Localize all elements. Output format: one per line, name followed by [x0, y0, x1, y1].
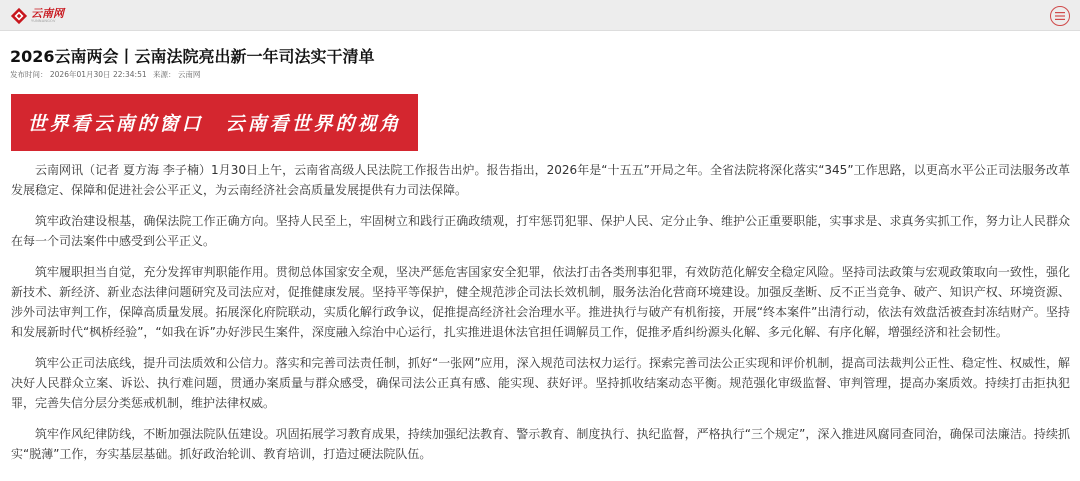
article-meta [10, 69, 204, 80]
article-paragraph: 筑牢政治建设根基，确保法院工作正确方向。坚持人民至上，牢固树立和践行正确政绩观，打牢惩罚犯罪、保护人民、定分止争、维护公正重要职能，实事求是、求真务实抓工作，努力让人民群众在每一个司法案件中感受到公平正义。 [11, 214, 1070, 248]
article-body [11, 160, 1070, 475]
menu-button[interactable] [1050, 6, 1070, 26]
article-paragraph: 筑牢履职担当自觉，充分发挥审判职能作用。贯彻总体国家安全观，坚决严惩危害国家安全犯罪，依法打击各类刑事犯罪，有效防范化解安全稳定风险。坚持司法政策与宏观政策取向一致性，强化新技术、新经济、新业态法律问题研究及司法应对，促推健康发展。坚持平等保护，健全规范涉企司法长效机制，服务法治化营商环境建设。加强反垄断、反不正当竞争、破产、知识产权、环境资源、涉外司法审判工作，保障高质量发展。拓展深化府院联动，实质化解行政争议，促推提高经济社会治理水平。推进执行与破产有机衔接，开展“终本案件”出清行动，依法有效盘活被查封冻结财产。坚持和发展新时代“枫桥经验”，“如我在诉”办好涉民生案件，深度融入综治中心运行，扎实推进退休法官担任调解员工作，促推矛盾纠纷源头化解、多元化解、有序化解，增强经济和社会韧性。 [11, 265, 1070, 339]
banner-slogan: 世界看云南的窗口 云南看世界的视角 [27, 113, 402, 135]
logo-icon [10, 7, 28, 25]
article-title: 2026云南两会丨云南法院亮出新一年司法实干清单 [10, 47, 375, 66]
article-paragraph: 筑牢公正司法底线，提升司法质效和公信力。落实和完善司法责任制，抓好“一张网”应用，深入规范司法权力运行。探索完善司法公正实现和评价机制，提高司法裁判公正性、稳定性、权威性，解决好人民群众立案、诉讼、执行难问题，贯通办案质量与群众感受，确保司法公正真有感、能实现、获好评。坚持抓收结案动态平衡。规范强化审级监督、审判管理，提高办案质效。持续打击拒执犯罪，完善失信分层分类惩戒机制，维护法律权威。 [11, 356, 1070, 410]
article-source: 来源： 云南网 [153, 70, 201, 79]
article-paragraph: 云南网讯（记者 夏方海 李子楠）1月30日上午，云南省高级人民法院工作报告出炉。报告指出，2026年是“十五五”开局之年。全省法院将深化落实“345”工作思路，以更高水平公正司法服务改革发展稳定、保障和促进社会公平正义，为云南经济社会高质量发展提供有力司法保障。 [11, 163, 1070, 197]
logo-subtext: YUNNANGOV [31, 19, 56, 24]
site-logo[interactable] [10, 6, 64, 26]
promo-banner[interactable] [11, 94, 418, 151]
menu-icon [1055, 12, 1065, 20]
article-paragraph: 筑牢作风纪律防线，不断加强法院队伍建设。巩固拓展学习教育成果，持续加强纪法教育、警示教育、制度执行、执纪监督，严格执行“三个规定”，深入推进风腐同查同治，确保司法廉洁。持续抓实“脱薄”工作，夯实基层基础。抓好政治轮训、教育培训，打造过硬法院队伍。 [11, 427, 1070, 461]
logo-text: 云南网 [31, 7, 64, 21]
top-bar [0, 0, 1080, 31]
publish-time: 发布时间： 2026年01月30日 22:34:51 [10, 70, 147, 79]
